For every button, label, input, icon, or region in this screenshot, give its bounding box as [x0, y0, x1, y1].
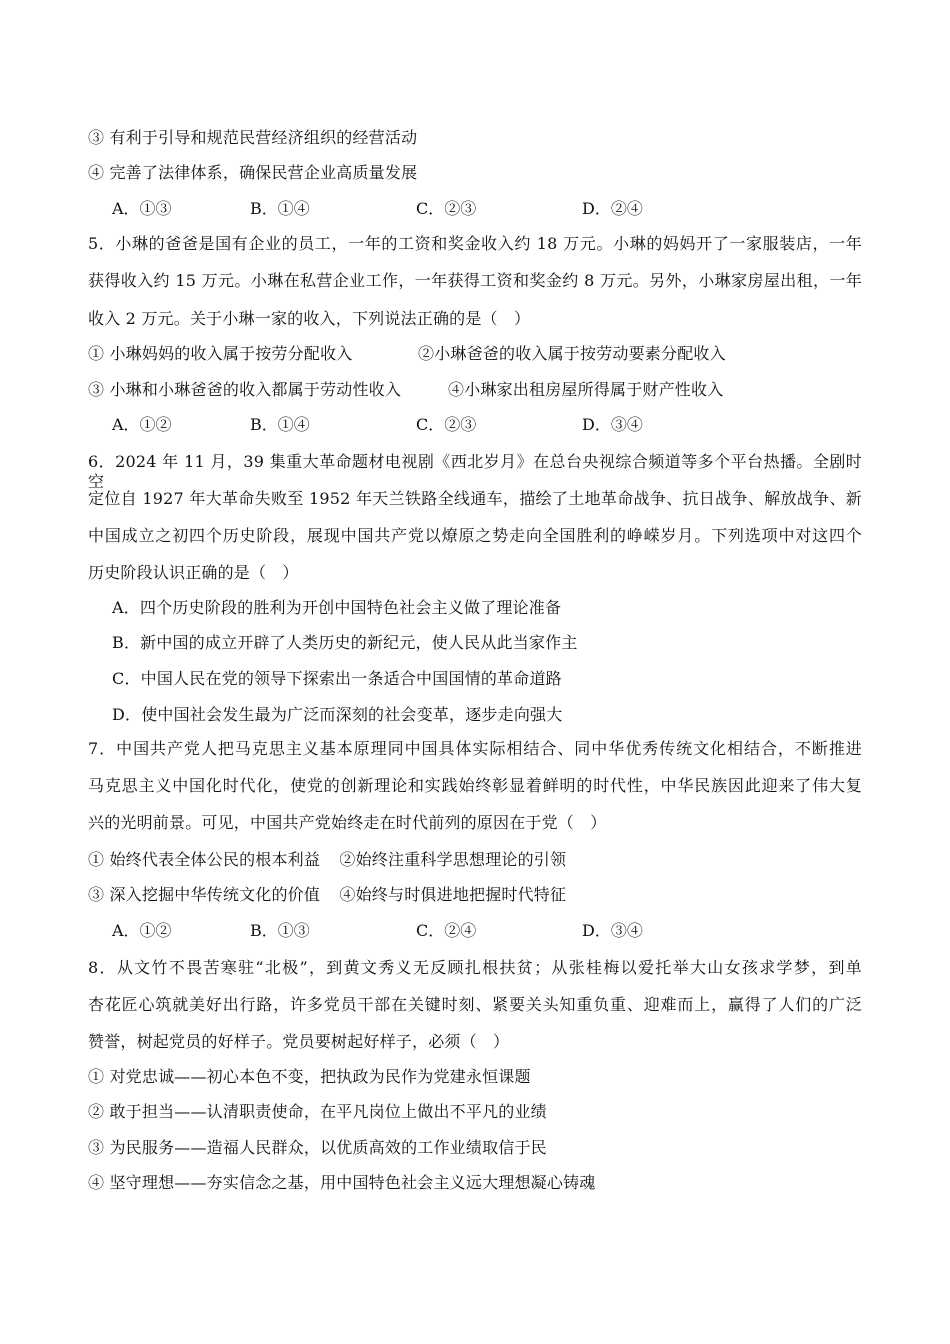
q4-statement-4: ④ 完善了法律体系，确保民营企业高质量发展	[88, 163, 418, 182]
q4-option-a: A．①③	[112, 199, 172, 218]
q4-options	[112, 199, 712, 219]
q8-statement-4: ④ 坚守理想——夯实信念之基，用中国特色社会主义远大理想凝心铸魂	[88, 1173, 596, 1192]
q5-stem-line-1: 5．小琳的爸爸是国有企业的员工，一年的工资和奖金收入约 18 万元。小琳的妈妈开了一家服装店，一年	[88, 234, 862, 253]
q7-options	[112, 921, 712, 941]
q5-option-c: C．②③	[416, 415, 477, 434]
q7-statement-4: ④始终与时俱进地把握时代特征	[339, 885, 567, 904]
q8-stem-line-2: 杏花匠心筑就美好出行路，许多党员干部在关键时刻、紧要关头知重负重、迎难而上，赢得了人们的广泛	[88, 995, 862, 1014]
q7-stem-line-3: 兴的光明前景。可见，中国共产党始终走在时代前列的原因在于党（ ）	[88, 813, 607, 832]
q8-statement-2: ② 敢于担当——认清职责使命，在平凡岗位上做出不平凡的业绩	[88, 1102, 547, 1121]
q6-stem-line-2: 定位自 1927 年大革命失败至 1952 年天兰铁路全线通车，描绘了土地革命战争、抗日战争、解放战争、新	[88, 489, 862, 508]
q6-option-d: D．使中国社会发生最为广泛而深刻的社会变革，逐步走向强大	[112, 705, 563, 724]
q7-stem-line-1: 7．中国共产党人把马克思主义基本原理同中国具体实际相结合、同中华优秀传统文化相结合，不断推进	[88, 739, 862, 758]
q8-stem-line-1: 8．从文竹不畏苦寒驻“北极”，到黄文秀义无反顾扎根扶贫；从张桂梅以爱托举大山女孩求学梦，到单	[88, 958, 862, 977]
q5-stem-line-2: 获得收入约 15 万元。小琳在私营企业工作，一年获得工资和奖金约 8 万元。另外，小琳家房屋出租，一年	[88, 271, 862, 290]
q5-statement-4: ④小琳家出租房屋所得属于财产性收入	[448, 380, 724, 399]
q7-statement-2: ②始终注重科学思想理论的引领	[339, 850, 567, 869]
q4-option-d: D．②④	[582, 199, 643, 218]
q6-stem-line-3: 中国成立之初四个历史阶段，展现中国共产党以燎原之势走向全国胜利的峥嵘岁月。下列选项中对这四个	[88, 526, 862, 545]
q5-statement-1: ① 小琳妈妈的收入属于按劳分配收入	[88, 344, 353, 363]
q8-statement-3: ③ 为民服务——造福人民群众，以优质高效的工作业绩取信于民	[88, 1138, 547, 1157]
q4-statement-3: ③ 有利于引导和规范民营经济组织的经营活动	[88, 128, 418, 147]
q7-statements-row-1	[88, 850, 566, 870]
q5-option-a: A．①②	[112, 415, 172, 434]
q7-option-c: C．②④	[416, 921, 477, 940]
q6-stem-line-4: 历史阶段认识正确的是（ ）	[88, 563, 299, 582]
q4-option-c: C．②③	[416, 199, 477, 218]
q5-statements-row-1	[88, 344, 788, 364]
q5-option-b: B．①④	[250, 415, 310, 434]
q5-option-d: D．③④	[582, 415, 643, 434]
q7-statement-1: ① 始终代表全体公民的根本利益	[88, 850, 321, 869]
q5-stem-line-3: 收入 2 万元。关于小琳一家的收入，下列说法正确的是（ ）	[88, 309, 531, 328]
q5-options	[112, 415, 712, 435]
q5-statements-row-2	[88, 380, 788, 400]
q6-stem-line-1: 6．2024 年 11 月，39 集重大革命题材电视剧《西北岁月》在总台央视综合频道等多个平台热播。全剧时空	[88, 452, 862, 491]
q7-option-a: A．①②	[112, 921, 172, 940]
q8-statement-1: ① 对党忠诚——初心本色不变，把执政为民作为党建永恒课题	[88, 1067, 531, 1086]
q6-option-b: B．新中国的成立开辟了人类历史的新纪元，使人民从此当家作主	[112, 633, 578, 652]
q7-option-d: D．③④	[582, 921, 643, 940]
q7-stem-line-2: 马克思主义中国化时代化，使党的创新理论和实践始终彰显着鲜明的时代性，中华民族因此迎来了伟大复	[88, 776, 862, 795]
q6-option-c: C．中国人民在党的领导下探索出一条适合中国国情的革命道路	[112, 669, 562, 688]
q4-option-b: B．①④	[250, 199, 310, 218]
q7-statements-row-2	[88, 885, 566, 905]
q6-option-a: A．四个历史阶段的胜利为开创中国特色社会主义做了理论准备	[112, 598, 562, 617]
q7-option-b: B．①③	[250, 921, 310, 940]
q7-statement-3: ③ 深入挖掘中华传统文化的价值	[88, 885, 321, 904]
q8-stem-line-3: 赞誉，树起党员的好样子。党员要树起好样子，必须（ ）	[88, 1032, 510, 1051]
q5-statement-2: ②小琳爸爸的收入属于按劳动要素分配收入	[418, 344, 726, 363]
q5-statement-3: ③ 小琳和小琳爸爸的收入都属于劳动性收入	[88, 380, 402, 399]
